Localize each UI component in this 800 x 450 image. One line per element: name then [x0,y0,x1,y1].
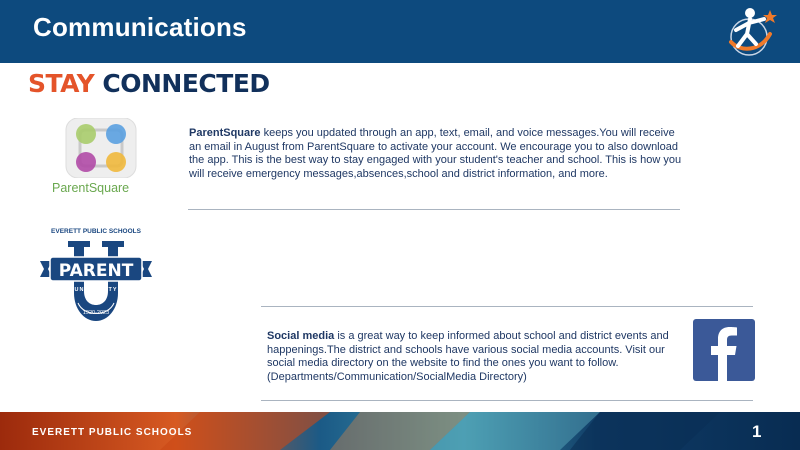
divider [261,400,753,401]
social-media-body: is a great way to keep informed about school and district events and happenings.The district and schools have various social media accounts. Visit our social media directory on the website to find the ones you want to follow. (Departments/Communication/SocialMedia Directory) [267,330,669,383]
everett-runner-logo-icon [720,4,780,60]
badge-parent-text: PARENT [58,261,134,281]
badge-top-text: EVERETT PUBLIC SCHOOLS [51,228,141,235]
page-title: Communications [33,12,247,42]
page-number: 1 [752,422,762,441]
stay-connected-heading [28,69,270,98]
parentsquare-description [189,127,689,181]
parentsquare-body: keeps you updated through an app, text, email, and voice messages.You will receive an email in August from ParentSquare to activate your account. We encourage you to also download the app. This is the best way to stay engaged with your student's teacher and school. This is how you will receive emergency messages,absences,school and district information, and more. [189,127,682,180]
divider [261,306,753,307]
badge-years-text: 1920-2023 [82,310,110,316]
social-media-bold: Social media [267,330,335,342]
parentsquare-logo-icon [64,118,138,178]
footer-org-name: EVERETT PUBLIC SCHOOLS [32,427,193,438]
social-media-description [267,330,687,384]
parentsquare-logo-label: ParentSquare [52,181,130,195]
stay-word: STAY [28,69,103,98]
divider [188,209,680,210]
badge-university-text: UNIVERSITY [74,287,118,293]
parent-university-badge-icon [38,225,154,325]
parentsquare-bold: ParentSquare [189,127,261,139]
header-bar [0,0,800,63]
connected-word: CONNECTED [102,69,270,98]
facebook-icon[interactable] [693,319,755,381]
